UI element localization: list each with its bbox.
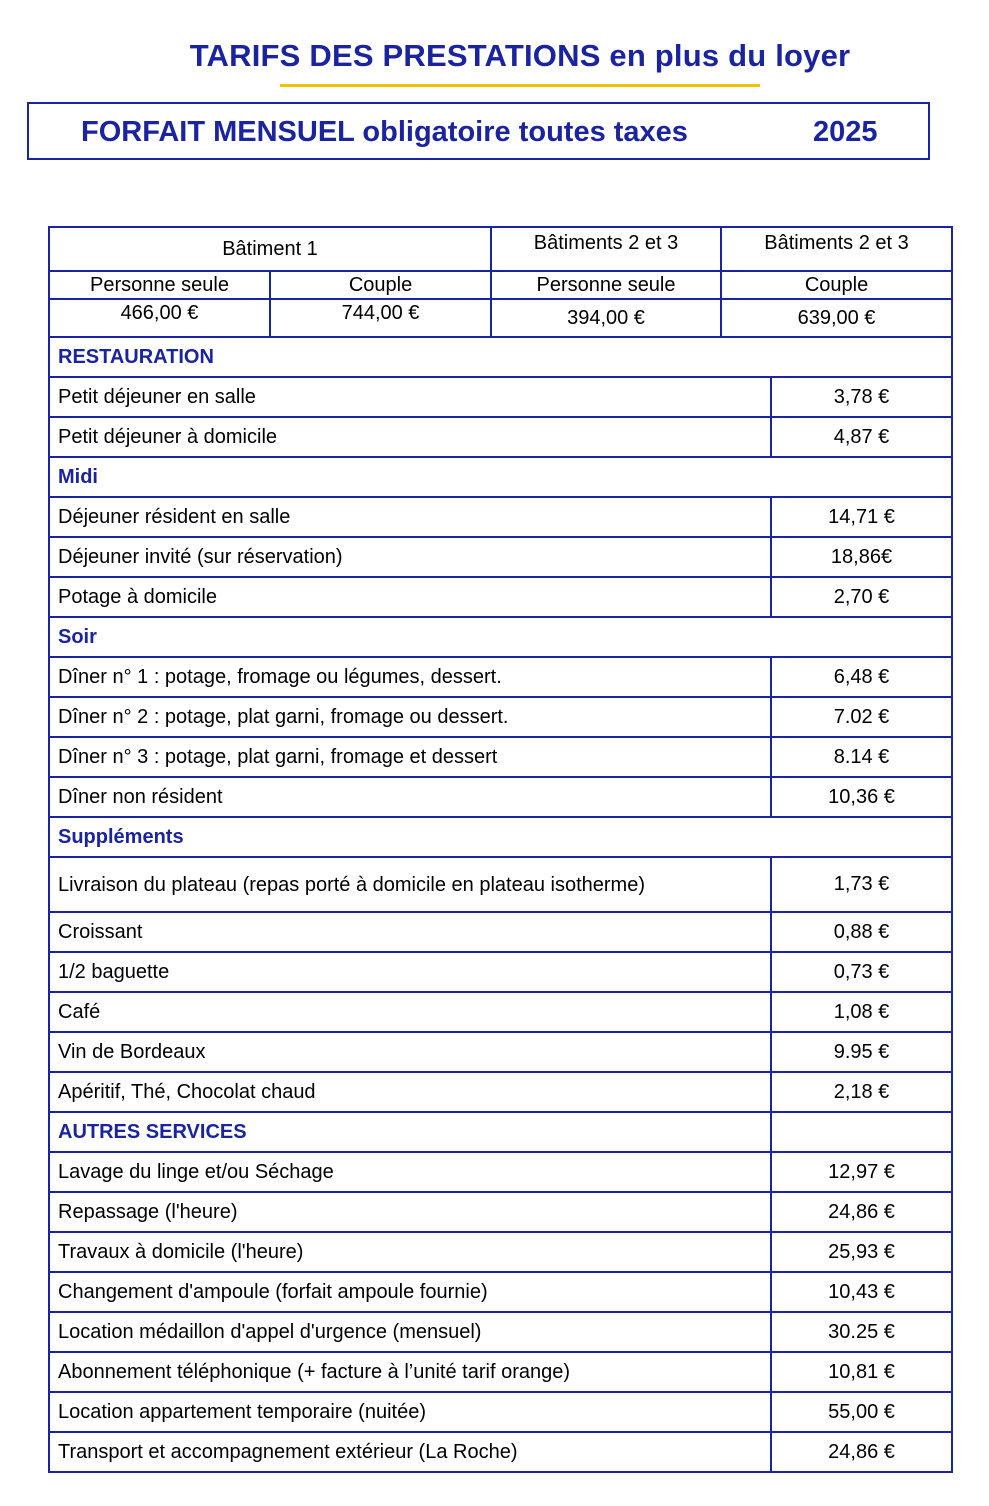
service-row — [49, 857, 952, 912]
section-header-row — [49, 617, 952, 657]
service-label: Apéritif, Thé, Chocolat chaud — [49, 1072, 771, 1112]
service-label: Déjeuner résident en salle — [49, 497, 771, 537]
service-row — [49, 577, 952, 617]
service-price: 0,88 € — [771, 912, 952, 952]
section-title: AUTRES SERVICES — [49, 1112, 771, 1152]
service-price: 24,86 € — [771, 1432, 952, 1472]
service-row — [49, 1312, 952, 1352]
service-price: 6,48 € — [771, 657, 952, 697]
service-label: Repassage (l'heure) — [49, 1192, 771, 1232]
section-title: Midi — [49, 457, 952, 497]
occupancy-type: Couple — [270, 271, 491, 299]
service-price: 25,93 € — [771, 1232, 952, 1272]
service-label: Déjeuner invité (sur réservation) — [49, 537, 771, 577]
service-label: Petit déjeuner en salle — [49, 377, 771, 417]
service-row — [49, 1272, 952, 1312]
building-row — [49, 227, 952, 271]
service-price: 2,70 € — [771, 577, 952, 617]
service-price: 18,86€ — [771, 537, 952, 577]
service-row — [49, 697, 952, 737]
occupancy-type: Personne seule — [49, 271, 270, 299]
section-title: Suppléments — [49, 817, 952, 857]
service-label: Location appartement temporaire (nuitée) — [49, 1392, 771, 1432]
service-row — [49, 1352, 952, 1392]
service-row — [49, 737, 952, 777]
services-table — [48, 336, 953, 1473]
section-header-row — [49, 1112, 952, 1152]
service-row — [49, 657, 952, 697]
service-price: 14,71 € — [771, 497, 952, 537]
service-price: 55,00 € — [771, 1392, 952, 1432]
service-label: Changement d'ampoule (forfait ampoule fournie) — [49, 1272, 771, 1312]
service-price: 3,78 € — [771, 377, 952, 417]
section-title: RESTAURATION — [49, 337, 952, 377]
service-price: 7.02 € — [771, 697, 952, 737]
service-label: Dîner n° 3 : potage, plat garni, fromage et dessert — [49, 737, 771, 777]
service-price: 1,08 € — [771, 992, 952, 1032]
forfait-price: 639,00 € — [721, 299, 952, 337]
service-row — [49, 952, 952, 992]
occupancy-type: Couple — [721, 271, 952, 299]
service-row — [49, 377, 952, 417]
service-row — [49, 992, 952, 1032]
forfait-banner — [27, 102, 930, 160]
section-header-row — [49, 817, 952, 857]
service-price: 30.25 € — [771, 1312, 952, 1352]
service-row — [49, 1432, 952, 1472]
forfait-price: 394,00 € — [491, 299, 721, 337]
section-header-row — [49, 457, 952, 497]
service-row — [49, 912, 952, 952]
service-label: Petit déjeuner à domicile — [49, 417, 771, 457]
service-label: Vin de Bordeaux — [49, 1032, 771, 1072]
service-row — [49, 777, 952, 817]
occupancy-row — [49, 271, 952, 299]
service-price: 8.14 € — [771, 737, 952, 777]
building-1-header: Bâtiment 1 — [49, 227, 491, 271]
section-empty-cell — [771, 1112, 952, 1152]
service-row — [49, 1072, 952, 1112]
service-row — [49, 1232, 952, 1272]
page-title: TARIFS DES PRESTATIONS en plus du loyer — [189, 38, 851, 73]
service-price: 24,86 € — [771, 1192, 952, 1232]
service-label: Dîner n° 2 : potage, plat garni, fromage ou dessert. — [49, 697, 771, 737]
service-price: 2,18 € — [771, 1072, 952, 1112]
occupancy-type: Personne seule — [491, 271, 721, 299]
service-price: 12,97 € — [771, 1152, 952, 1192]
service-price: 9.95 € — [771, 1032, 952, 1072]
service-row — [49, 1032, 952, 1072]
service-label: Abonnement téléphonique (+ facture à l’unité tarif orange) — [49, 1352, 771, 1392]
service-label: Potage à domicile — [49, 577, 771, 617]
service-price: 10,43 € — [771, 1272, 952, 1312]
forfait-year: 2025 — [813, 116, 878, 148]
service-row — [49, 1192, 952, 1232]
service-label: Croissant — [49, 912, 771, 952]
service-label: Livraison du plateau (repas porté à domicile en plateau isotherme) — [49, 857, 771, 912]
service-label: Lavage du linge et/ou Séchage — [49, 1152, 771, 1192]
building-2-3-header: Bâtiments 2 et 3 — [721, 227, 952, 271]
service-price: 10,36 € — [771, 777, 952, 817]
service-price: 0,73 € — [771, 952, 952, 992]
section-title: Soir — [49, 617, 952, 657]
service-row — [49, 497, 952, 537]
service-row — [49, 537, 952, 577]
forfait-table — [48, 226, 953, 338]
service-row — [49, 1392, 952, 1432]
service-price: 4,87 € — [771, 417, 952, 457]
service-row — [49, 1152, 952, 1192]
section-header-row — [49, 337, 952, 377]
forfait-price: 744,00 € — [270, 299, 491, 337]
forfait-price: 466,00 € — [49, 299, 270, 337]
service-label: Location médaillon d'appel d'urgence (mensuel) — [49, 1312, 771, 1352]
service-label: Transport et accompagnement extérieur (La Roche) — [49, 1432, 771, 1472]
service-label: Café — [49, 992, 771, 1032]
service-price: 10,81 € — [771, 1352, 952, 1392]
service-label: Dîner n° 1 : potage, fromage ou légumes, dessert. — [49, 657, 771, 697]
title-underline — [280, 84, 760, 87]
building-2-3-header: Bâtiments 2 et 3 — [491, 227, 721, 271]
service-row — [49, 417, 952, 457]
service-label: 1/2 baguette — [49, 952, 771, 992]
service-price: 1,73 € — [771, 857, 952, 912]
service-label: Dîner non résident — [49, 777, 771, 817]
forfait-label: FORFAIT MENSUEL obligatoire toutes taxes — [81, 116, 688, 148]
service-label: Travaux à domicile (l'heure) — [49, 1232, 771, 1272]
forfait-price-row — [49, 299, 952, 337]
